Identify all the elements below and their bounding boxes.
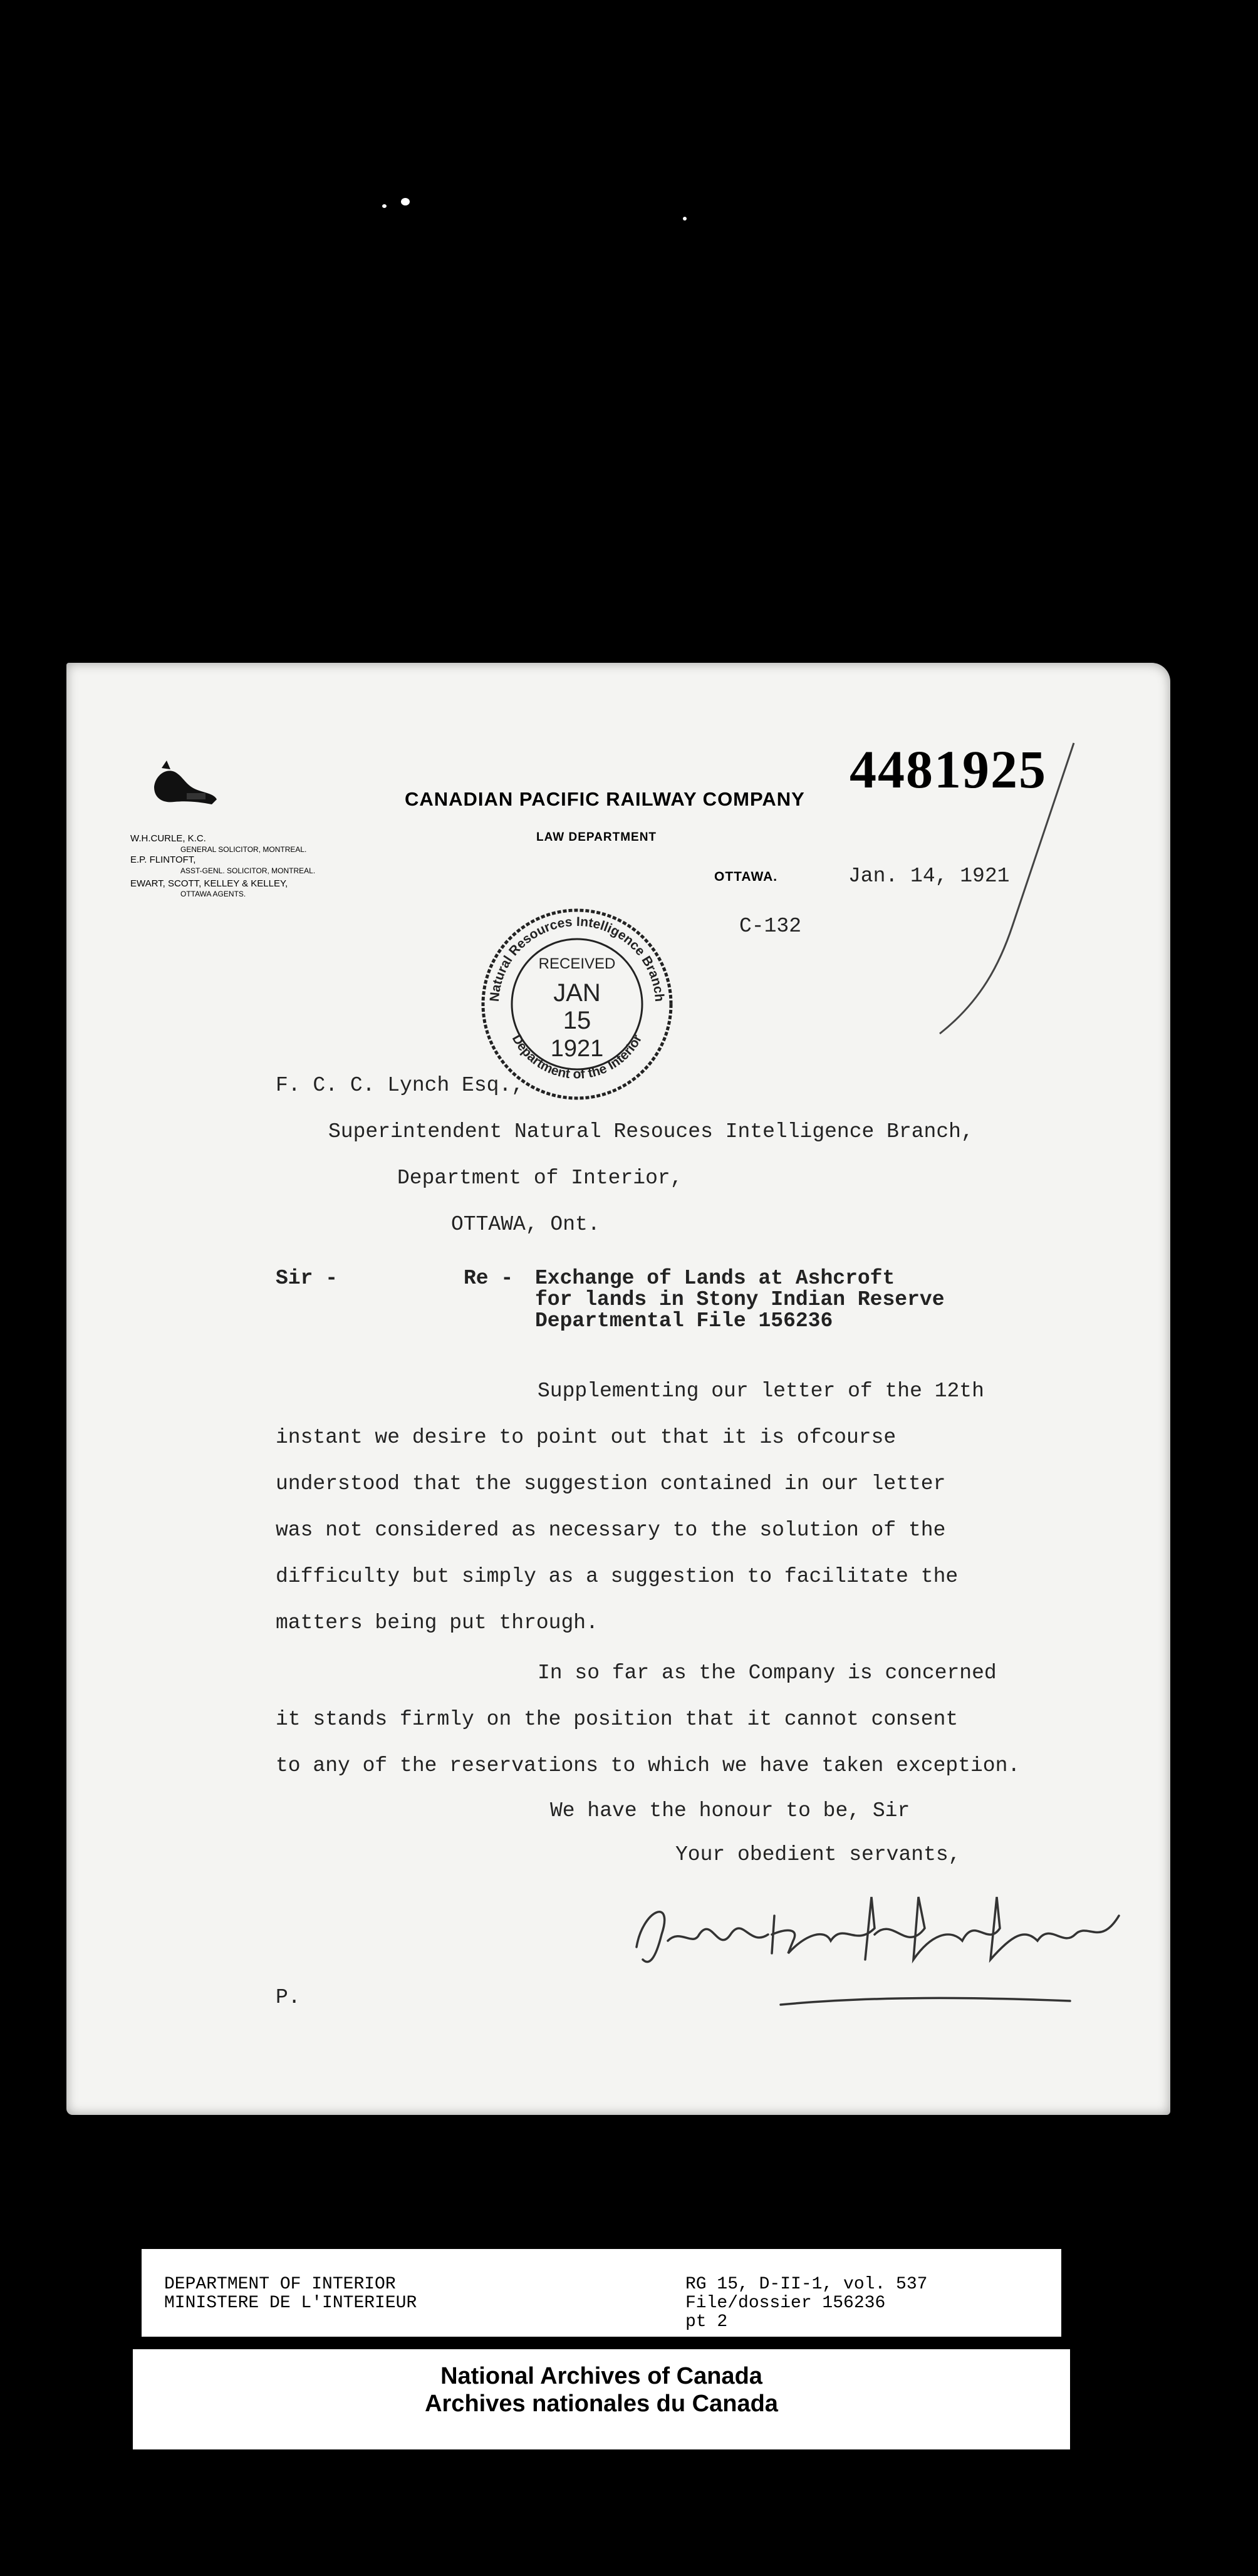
paragraph-line: to any of the reservations to which we have taken exception. — [276, 1754, 1021, 1777]
paragraph-line: it stands firmly on the position that it cannot consent — [276, 1708, 959, 1731]
paragraph-line: difficulty but simply as a suggestion to facilitate the — [276, 1565, 959, 1588]
stamp-ring-bottom: Department of the Interior — [509, 1032, 645, 1082]
counsel-title: GENERAL SOLICITOR, MONTREAL. — [180, 844, 307, 854]
part-number: pt 2 — [685, 2312, 728, 2332]
reference-number: C-132 — [739, 915, 802, 938]
salutation: Sir - — [276, 1267, 338, 1290]
counsel-name: W.H.CURLE, K.C. — [130, 833, 206, 844]
address-line: OTTAWA, Ont. — [451, 1213, 600, 1236]
paragraph-line: Supplementing our letter of the 12th — [538, 1379, 984, 1403]
signature — [624, 1872, 1138, 2016]
department-french: MINISTERE DE L'INTERIEUR — [164, 2293, 417, 2313]
stamp-year: 1921 — [550, 1036, 604, 1062]
counsel-list — [130, 833, 315, 899]
file-number-stamp: 4481925 — [850, 739, 1047, 799]
counsel-name: EWART, SCOTT, KELLEY & KELLEY, — [130, 878, 288, 889]
stamp-day: 15 — [563, 1007, 591, 1034]
re-subject-line: Exchange of Lands at Ashcroft — [535, 1267, 895, 1290]
re-label: Re - — [464, 1267, 514, 1290]
letter-page — [66, 663, 1170, 2115]
re-subject-line: for lands in Stony Indian Reserve — [535, 1288, 945, 1311]
counsel-title: ASST-GENL. SOLICITOR, MONTREAL. — [180, 866, 316, 875]
national-archives-banner — [133, 2349, 1070, 2449]
film-speck — [683, 217, 687, 221]
film-speck — [401, 198, 410, 205]
closing-line: Your obedient servants, — [675, 1843, 961, 1866]
paragraph-line: was not considered as necessary to the solution of the — [276, 1519, 946, 1542]
cpr-logo-icon — [149, 756, 218, 812]
stamp-received: RECEIVED — [538, 955, 616, 972]
paragraph-line: In so far as the Company is concerned — [538, 1661, 997, 1685]
record-group: RG 15, D-II-1, vol. 537 — [685, 2275, 928, 2294]
archives-english: National Archives of Canada — [440, 2363, 762, 2389]
department-english: DEPARTMENT OF INTERIOR — [164, 2275, 396, 2294]
stamp-ring-top: Natural Resources Intelligence Branch — [487, 914, 667, 1002]
letter-date: Jan. 14, 1921 — [848, 865, 1010, 888]
address-line: Superintendent Natural Resouces Intelligence Branch, — [328, 1120, 974, 1143]
company-name: CANADIAN PACIFIC RAILWAY COMPANY — [405, 788, 805, 810]
file-dossier: File/dossier 156236 — [685, 2293, 886, 2313]
stamp-month: JAN — [553, 979, 601, 1007]
typist-initial: P. — [276, 1986, 301, 2009]
closing-line: We have the honour to be, Sir — [550, 1799, 910, 1822]
paragraph-line: instant we desire to point out that it is ofcourse — [276, 1426, 897, 1449]
re-subject-line: Departmental File 156236 — [535, 1309, 833, 1332]
counsel-name: E.P. FLINTOFT, — [130, 854, 196, 865]
address-line: Department of Interior, — [397, 1166, 683, 1190]
pencil-stroke — [931, 738, 1081, 1039]
archives-french: Archives nationales du Canada — [425, 2390, 778, 2417]
paragraph-line: matters being put through. — [276, 1611, 598, 1634]
paragraph-line: understood that the suggestion contained in our letter — [276, 1472, 946, 1495]
counsel-title: OTTAWA AGENTS. — [180, 890, 246, 899]
letter-city: OTTAWA. — [714, 870, 778, 884]
archive-reference-label — [142, 2249, 1061, 2337]
addressee: F. C. C. Lynch Esq., — [276, 1074, 524, 1097]
film-speck — [382, 204, 387, 208]
department-name: LAW DEPARTMENT — [536, 831, 657, 844]
